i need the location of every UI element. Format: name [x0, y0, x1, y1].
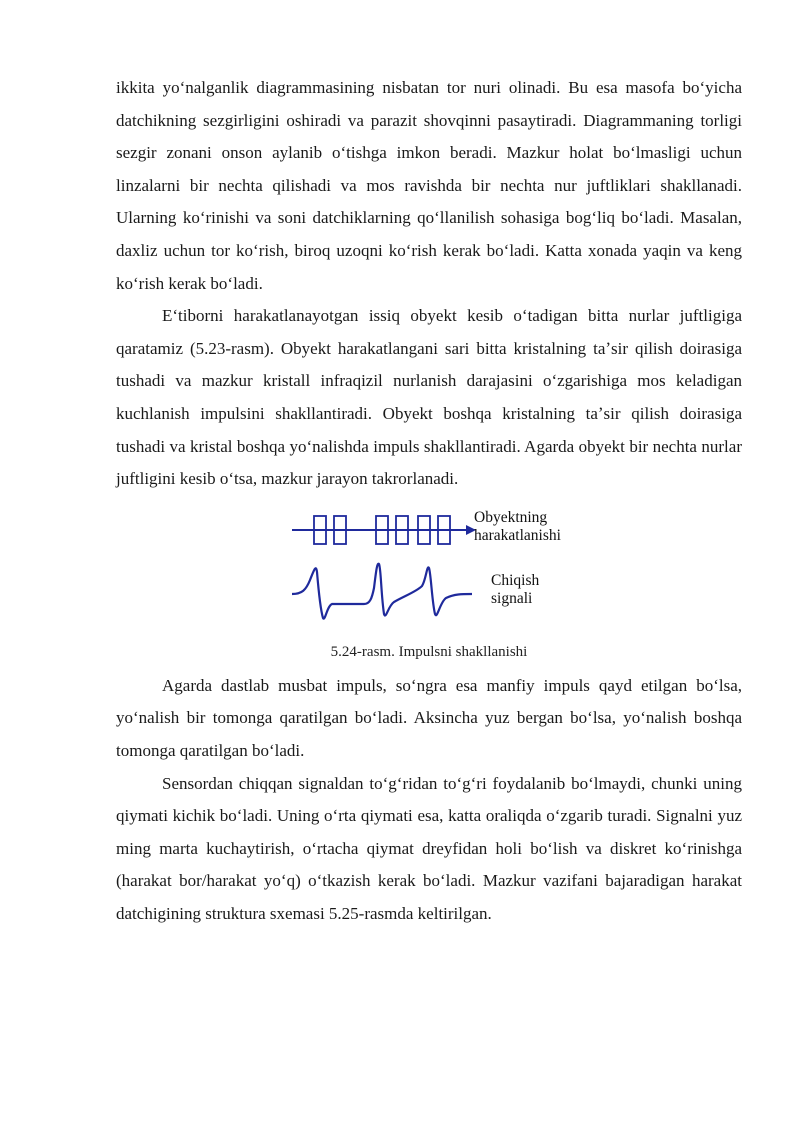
label-output-signal-line-1: Chiqish — [491, 571, 540, 589]
paragraph-4: Sensordan chiqqan signaldan toʻgʻridan toʻgʻri foydalanib boʻlmaydi, chunki uning qiymati kichik boʻladi. Uning oʻrta qiymati esa, katta oraliqda oʻzgarib turadi. Signalni yuz ming marta kuchaytirish, oʻrtacha qiymat dreyfidan holi boʻlish va diskret koʻrinishga (harakat bor/harakat yoʻq) oʻtkazish kerak boʻladi. Mazkur vazifani bajaradigan harakat datchigining struktura sxemasi 5.25-rasmda keltirilgan. — [116, 773, 742, 923]
label-output-signal-line-2: signali — [491, 589, 533, 607]
label-object-motion — [474, 509, 561, 545]
document-page — [116, 72, 742, 930]
impulse-diagram — [116, 502, 742, 638]
paragraph-1: ikkita yoʻnalganlik diagrammasining nisbatan tor nuri olinadi. Bu esa masofa boʻyicha datchikning sezgirligini oshiradi va parazit shovqinni pasaytiradi. Diagrammaning torligi sezgir zonani onson aylanib oʻtishga imkon beradi. Mazkur holat boʻlmasligi uchun linzalarni bir nechta qilishadi va mos ravishda bir nechta nur juftliklari shakllanadi. Ularning koʻrinishi va soni datchiklarning qoʻllanilish sohasiga bogʻliq boʻladi. Masalan, daxliz uchun tor koʻrish, biroq uzoqni koʻrish kerak boʻladi. Katta xonada yaqin va keng koʻrish kerak boʻladi. — [116, 78, 742, 293]
label-object-motion-line-2: harakatlanishi — [474, 526, 561, 544]
label-output-signal — [491, 572, 539, 608]
figure-impulse-formation — [116, 502, 742, 638]
paragraph-2: Eʻtiborni harakatlanayotgan issiq obyekt kesib oʻtadigan bitta nurlar juftligiga qaratamiz (5.23-rasm). Obyekt harakatlangani sari bitta kristalning taʼsir qilish doirasiga tushadi va mazkur kristall infraqizil nurlanish darajasini oʻzgarishiga mos keladigan kuchlanish impulsini shakllantiradi. Obyekt boshqa kristalning taʼsir qilish doirasiga tushadi va kristal boshqa yoʻnalishda impuls shakllantiradi. Agarda obyekt bir nechta nurlar juftligini kesib oʻtsa, mazkur jarayon takrorlanadi. — [116, 306, 742, 489]
paragraph-3: Agarda dastlab musbat impuls, soʻngra esa manfiy impuls qayd etilgan boʻlsa, yoʻnalish bir tomonga qaratilgan boʻladi. Aksincha yuz bergan boʻlsa, yoʻnalish boshqa tomonga qaratilgan boʻladi. — [116, 675, 742, 760]
label-object-motion-line-1: Obyektning — [474, 508, 548, 526]
figure-caption: 5.24-rasm. Impulsni shakllanishi — [330, 643, 528, 660]
output-signal-waveform — [292, 563, 472, 618]
